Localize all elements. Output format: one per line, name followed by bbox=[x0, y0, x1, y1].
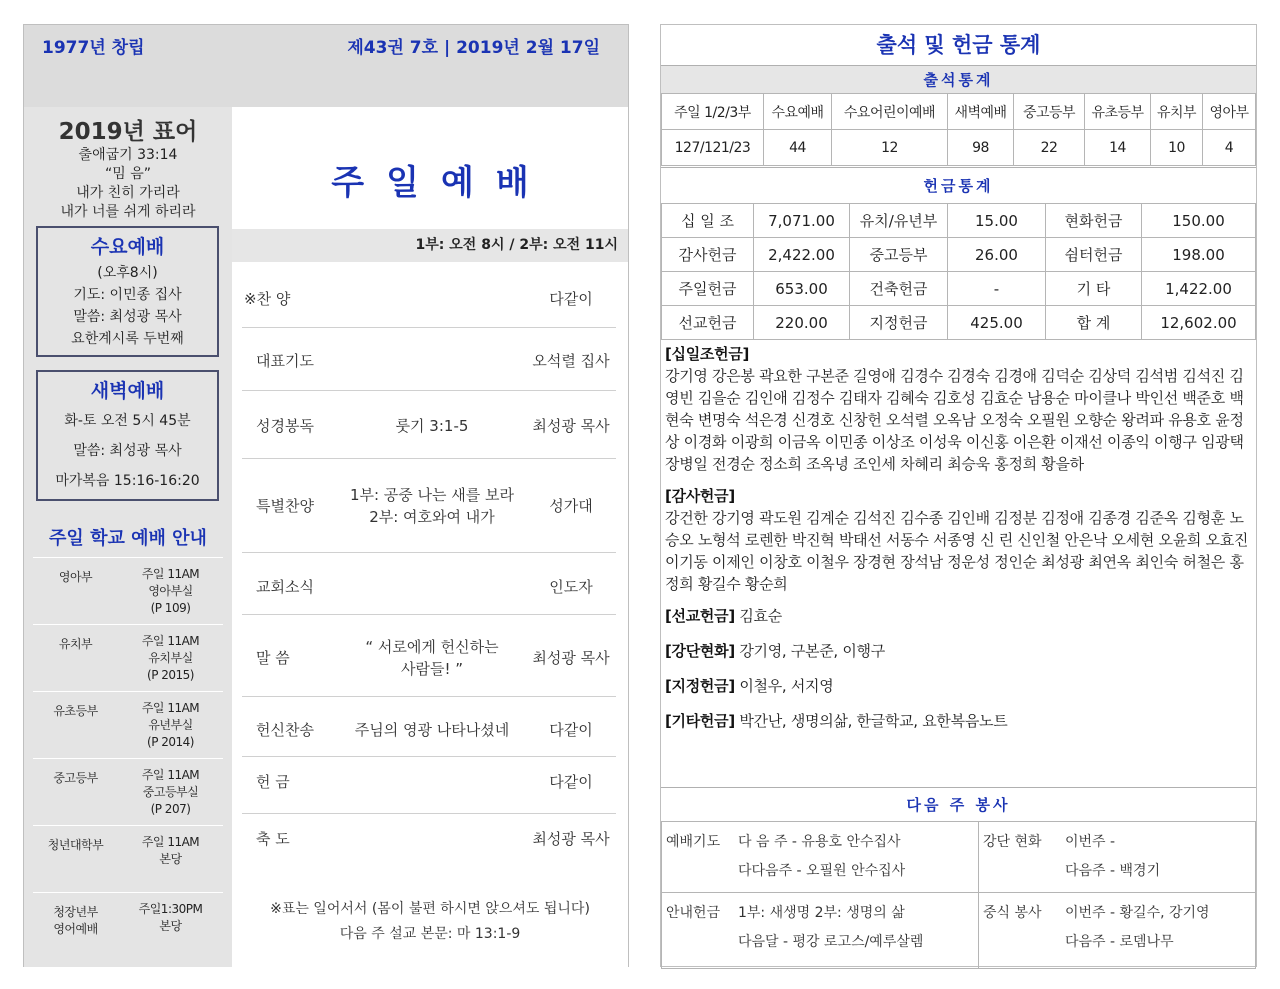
school-room: (P 207) bbox=[150, 802, 191, 816]
table-cell: 220.00 bbox=[754, 306, 850, 340]
designated-heading: [지정헌금] bbox=[665, 677, 735, 695]
thanks-names: 강건한 강기영 곽도원 김계순 김석진 김수종 김인배 김정분 김정애 김종경 김준옥 김형훈 노승오 노형석 로렌한 박진혁 박태선 서동수 서종영 신 린 신인철 안은낙 오세현 오윤희 오효진 이기동 이제인 이창호 이철우 장경현 장석남 정운성 정인순 최성광 최연옥 최인숙 허철은 홍정희 황길수 황순희 bbox=[665, 509, 1249, 593]
school-time: 주일 11AM bbox=[141, 701, 200, 715]
table-cell bbox=[979, 822, 1256, 893]
order-label: 성경봉독 bbox=[256, 417, 314, 435]
school-place: 본당 bbox=[159, 852, 182, 866]
thanks-heading: [감사헌금] bbox=[665, 487, 735, 505]
table-cell bbox=[662, 893, 979, 969]
table-cell: 127/121/23 bbox=[662, 130, 764, 166]
school-dept: 영아부 bbox=[58, 570, 93, 584]
wednesday-service-time: (오후8시) bbox=[97, 265, 158, 281]
table-cell: 10 bbox=[1151, 130, 1203, 166]
standing-note: ※표는 일어서서 (몸이 불편 하시면 앉으셔도 됩니다) bbox=[270, 901, 590, 917]
table-row bbox=[662, 893, 1256, 969]
service-times: 1부: 오전 8시 / 2부: 오전 11시 bbox=[232, 229, 628, 262]
duty-value: 다음주 - 로뎀나무 bbox=[1065, 934, 1174, 950]
table-row bbox=[662, 130, 1256, 166]
table-cell: 7,071.00 bbox=[754, 204, 850, 238]
school-place: 본당 bbox=[159, 919, 182, 933]
list-item bbox=[242, 459, 616, 553]
school-dept-sub: 영어예배 bbox=[53, 922, 98, 936]
wednesday-service-prayer: 기도: 이민종 집사 bbox=[73, 287, 182, 303]
table-cell: 12 bbox=[832, 130, 948, 166]
next-sermon-text: 다음 주 설교 본문: 마 13:1-9 bbox=[339, 926, 521, 942]
table-cell: 1,422.00 bbox=[1142, 272, 1256, 306]
duty-value: 다다음주 - 오필원 안수집사 bbox=[738, 863, 906, 879]
wednesday-service-box bbox=[36, 226, 219, 357]
attendance-heading: 출석통계 bbox=[661, 65, 1256, 93]
table-cell: 기 타 bbox=[1046, 272, 1142, 306]
sunday-school-title: 주일 학교 예배 안내 bbox=[33, 520, 223, 558]
worship-order-column bbox=[232, 107, 628, 967]
order-leader: 최성광 목사 bbox=[532, 830, 610, 848]
school-room: (P 2015) bbox=[147, 668, 194, 682]
school-place: 유치부실 bbox=[148, 651, 193, 665]
mission-heading: [선교헌금] bbox=[665, 607, 735, 625]
table-cell: 26.00 bbox=[948, 238, 1046, 272]
duty-label: 예배기도 bbox=[666, 834, 721, 850]
table-cell: 198.00 bbox=[1142, 238, 1256, 272]
school-dept: 청장년부 bbox=[53, 905, 98, 919]
table-cell bbox=[662, 822, 979, 893]
table-header: 수요예배 bbox=[764, 94, 832, 130]
table-row bbox=[662, 272, 1256, 306]
table-cell bbox=[979, 893, 1256, 969]
founded-year: 1977년 창립 bbox=[42, 38, 145, 58]
table-header: 수요어린이예배 bbox=[832, 94, 948, 130]
table-cell: 건축헌금 bbox=[850, 272, 948, 306]
motto-line-2: 내가 너를 쉬게 하리라 bbox=[60, 204, 196, 220]
other-heading: [기타헌금] bbox=[665, 712, 735, 730]
table-cell: 14 bbox=[1085, 130, 1151, 166]
school-time: 주일 11AM bbox=[141, 768, 200, 782]
order-label: 대표기도 bbox=[256, 352, 314, 370]
school-time: 주일1:30PM bbox=[138, 902, 203, 916]
altar-heading: [강단현화] bbox=[665, 642, 735, 660]
list-item bbox=[242, 814, 616, 864]
order-label: 교회소식 bbox=[256, 578, 314, 596]
school-dept: 유치부 bbox=[58, 637, 93, 651]
table-row bbox=[662, 94, 1256, 130]
left-sidebar bbox=[24, 107, 232, 967]
table-header: 주일 1/2/3부 bbox=[662, 94, 764, 130]
altar-names: 강기영, 구본준, 이행구 bbox=[739, 642, 885, 660]
table-cell: 감사헌금 bbox=[662, 238, 754, 272]
bulletin-header bbox=[24, 25, 628, 107]
table-cell: 현화헌금 bbox=[1046, 204, 1142, 238]
offering-names bbox=[665, 343, 1255, 745]
order-leader: 다같이 bbox=[549, 290, 593, 308]
list-item bbox=[242, 270, 616, 328]
motto-word: “밈 음” bbox=[104, 166, 151, 182]
table-row bbox=[33, 893, 223, 960]
bulletin-stats-panel bbox=[660, 24, 1257, 967]
order-content: 룻기 3:1-5 bbox=[395, 417, 469, 435]
stats-title: 출석 및 헌금 통계 bbox=[876, 33, 1041, 57]
order-content: 1부: 공중 나는 새를 보라 bbox=[349, 486, 515, 504]
table-row bbox=[662, 238, 1256, 272]
dawn-service-box bbox=[36, 370, 219, 501]
table-cell: 중고등부 bbox=[850, 238, 948, 272]
tithe-names-block bbox=[665, 343, 1255, 475]
duty-value: 다음주 - 백경기 bbox=[1065, 863, 1161, 879]
designated-names: 이철우, 서지영 bbox=[739, 677, 834, 695]
table-header: 중고등부 bbox=[1014, 94, 1085, 130]
list-item bbox=[242, 328, 616, 391]
designated-names-block bbox=[665, 675, 1255, 697]
table-header: 영아부 bbox=[1203, 94, 1256, 130]
sermon-title-2: 사람들! ” bbox=[400, 660, 464, 678]
order-leader: 다같이 bbox=[549, 773, 593, 791]
school-place: 유년부실 bbox=[148, 718, 193, 732]
order-leader: 최성광 목사 bbox=[532, 649, 610, 667]
table-cell: 425.00 bbox=[948, 306, 1046, 340]
other-names: 박간난, 생명의삶, 한글학교, 요한복음노트 bbox=[739, 712, 1008, 730]
table-row bbox=[662, 204, 1256, 238]
duty-label: 안내헌금 bbox=[666, 905, 721, 921]
school-time: 주일 11AM bbox=[141, 835, 200, 849]
table-cell: 2,422.00 bbox=[754, 238, 850, 272]
tithe-heading: [십일조헌금] bbox=[665, 345, 750, 363]
order-label: 축 도 bbox=[256, 830, 290, 848]
table-cell: 12,602.00 bbox=[1142, 306, 1256, 340]
table-header: 유초등부 bbox=[1085, 94, 1151, 130]
table-cell: 15.00 bbox=[948, 204, 1046, 238]
table-cell: 653.00 bbox=[754, 272, 850, 306]
next-week-service-heading: 다음 주 봉사 bbox=[661, 787, 1256, 821]
school-dept: 청년대학부 bbox=[47, 838, 104, 852]
table-row bbox=[33, 692, 223, 759]
order-content-2: 2부: 여호와여 내가 bbox=[369, 508, 495, 526]
table-cell: 주일헌금 bbox=[662, 272, 754, 306]
duty-label: 강단 현화 bbox=[983, 834, 1042, 850]
table-row bbox=[33, 826, 223, 893]
table-cell: 44 bbox=[764, 130, 832, 166]
order-label: 특별찬양 bbox=[256, 497, 314, 515]
duty-label: 중식 봉사 bbox=[983, 905, 1042, 921]
order-label: ※찬 양 bbox=[244, 290, 291, 308]
school-time: 주일 11AM bbox=[141, 567, 200, 581]
table-cell: 십 일 조 bbox=[662, 204, 754, 238]
wednesday-service-sermon: 말씀: 최성광 목사 bbox=[73, 309, 182, 325]
issue-info: 제43권 7호 | 2019년 2월 17일 bbox=[347, 38, 600, 58]
order-label: 헌신찬송 bbox=[256, 721, 314, 739]
dawn-service-time: 화-토 오전 5시 45분 bbox=[64, 413, 191, 429]
list-item bbox=[242, 553, 616, 615]
order-notes bbox=[232, 897, 628, 947]
order-leader: 인도자 bbox=[549, 578, 593, 596]
table-row bbox=[33, 558, 223, 625]
school-place: 중고등부실 bbox=[142, 785, 199, 799]
table-cell: 유치/유년부 bbox=[850, 204, 948, 238]
table-header: 유치부 bbox=[1151, 94, 1203, 130]
order-label: 헌 금 bbox=[256, 773, 290, 791]
duty-value: 이번주 - 황길수, 강기영 bbox=[1065, 905, 1210, 921]
table-cell: 쉼터헌금 bbox=[1046, 238, 1142, 272]
table-row bbox=[33, 759, 223, 826]
school-room: (P 2014) bbox=[147, 735, 194, 749]
offering-heading: 헌금통계 bbox=[661, 167, 1256, 203]
duty-value: 1부: 새생명 2부: 생명의 삶 bbox=[738, 905, 905, 921]
school-place: 영아부실 bbox=[148, 584, 193, 598]
table-cell: 선교헌금 bbox=[662, 306, 754, 340]
other-names-block bbox=[665, 710, 1255, 732]
table-cell: 지정헌금 bbox=[850, 306, 948, 340]
sermon-title: “ 서로에게 헌신하는 bbox=[365, 638, 499, 656]
table-cell: 98 bbox=[948, 130, 1014, 166]
page-title: 주일예배 bbox=[331, 163, 551, 203]
altar-names-block bbox=[665, 640, 1255, 662]
table-row bbox=[33, 625, 223, 692]
school-dept: 유초등부 bbox=[53, 704, 98, 718]
bulletin-front-panel bbox=[23, 24, 629, 967]
order-leader: 최성광 목사 bbox=[532, 417, 610, 435]
table-cell: 22 bbox=[1014, 130, 1085, 166]
list-item bbox=[242, 697, 616, 757]
duty-value: 다음달 - 평강 로고스/예루살렘 bbox=[738, 934, 924, 950]
dawn-service-text: 마가복음 15:16-16:20 bbox=[55, 473, 200, 489]
duty-value: 이번주 - bbox=[1065, 834, 1116, 850]
tithe-names: 강기영 강은봉 곽요한 구본준 길영애 김경수 김경숙 김경애 김덕순 김상덕 김석범 김석진 김영빈 김을순 김인애 김정수 김태자 김혜숙 김호성 김효순 남용순 마이클나 박인선 백준호 백현숙 변명숙 석은경 신경호 신창헌 오석렬 오옥남 오정숙 오필원 오향순 왕려파 유용호 윤정상 이경화 이광희 이금옥 이민종 이상조 이성욱 이신홍 이은환 이재선 이종익 이행구 임광택 장병일 전경순 정소희 조옥녕 조인세 차혜리 최승욱 홍정희 황을하 bbox=[665, 367, 1244, 473]
sunday-school-guide bbox=[33, 520, 223, 960]
order-content: 주님의 영광 나타나셨네 bbox=[354, 721, 510, 739]
table-row bbox=[662, 306, 1256, 340]
offering-table bbox=[661, 203, 1256, 340]
order-leader: 오석렬 집사 bbox=[532, 352, 610, 370]
table-header: 새벽예배 bbox=[948, 94, 1014, 130]
year-motto bbox=[24, 113, 232, 222]
table-cell: 150.00 bbox=[1142, 204, 1256, 238]
list-item bbox=[242, 391, 616, 459]
list-item bbox=[242, 757, 616, 814]
table-cell: - bbox=[948, 272, 1046, 306]
school-dept: 중고등부 bbox=[53, 771, 98, 785]
school-time: 주일 11AM bbox=[141, 634, 200, 648]
table-cell: 합 계 bbox=[1046, 306, 1142, 340]
order-leader: 성가대 bbox=[549, 497, 593, 515]
duty-value: 다 음 주 - 유용호 안수집사 bbox=[738, 834, 901, 850]
next-week-service-table bbox=[661, 821, 1256, 969]
order-leader: 다같이 bbox=[549, 721, 593, 739]
wednesday-service-text: 요한계시록 두번째 bbox=[71, 331, 184, 347]
thanks-names-block bbox=[665, 485, 1255, 595]
wednesday-service-title: 수요예배 bbox=[90, 236, 165, 258]
table-row bbox=[662, 822, 1256, 893]
attendance-table bbox=[661, 93, 1256, 166]
school-room: (P 109) bbox=[150, 601, 191, 615]
list-item bbox=[242, 615, 616, 697]
motto-title: 2019년 표어 bbox=[58, 119, 198, 145]
motto-line-1: 내가 친히 가리라 bbox=[76, 185, 180, 201]
mission-names: 김효순 bbox=[739, 607, 782, 625]
mission-names-block bbox=[665, 605, 1255, 627]
order-label: 말 씀 bbox=[256, 649, 290, 667]
dawn-service-title: 새벽예배 bbox=[90, 380, 165, 402]
dawn-service-sermon: 말씀: 최성광 목사 bbox=[73, 443, 182, 459]
table-cell: 4 bbox=[1203, 130, 1256, 166]
motto-verse: 출애굽기 33:14 bbox=[78, 147, 178, 163]
